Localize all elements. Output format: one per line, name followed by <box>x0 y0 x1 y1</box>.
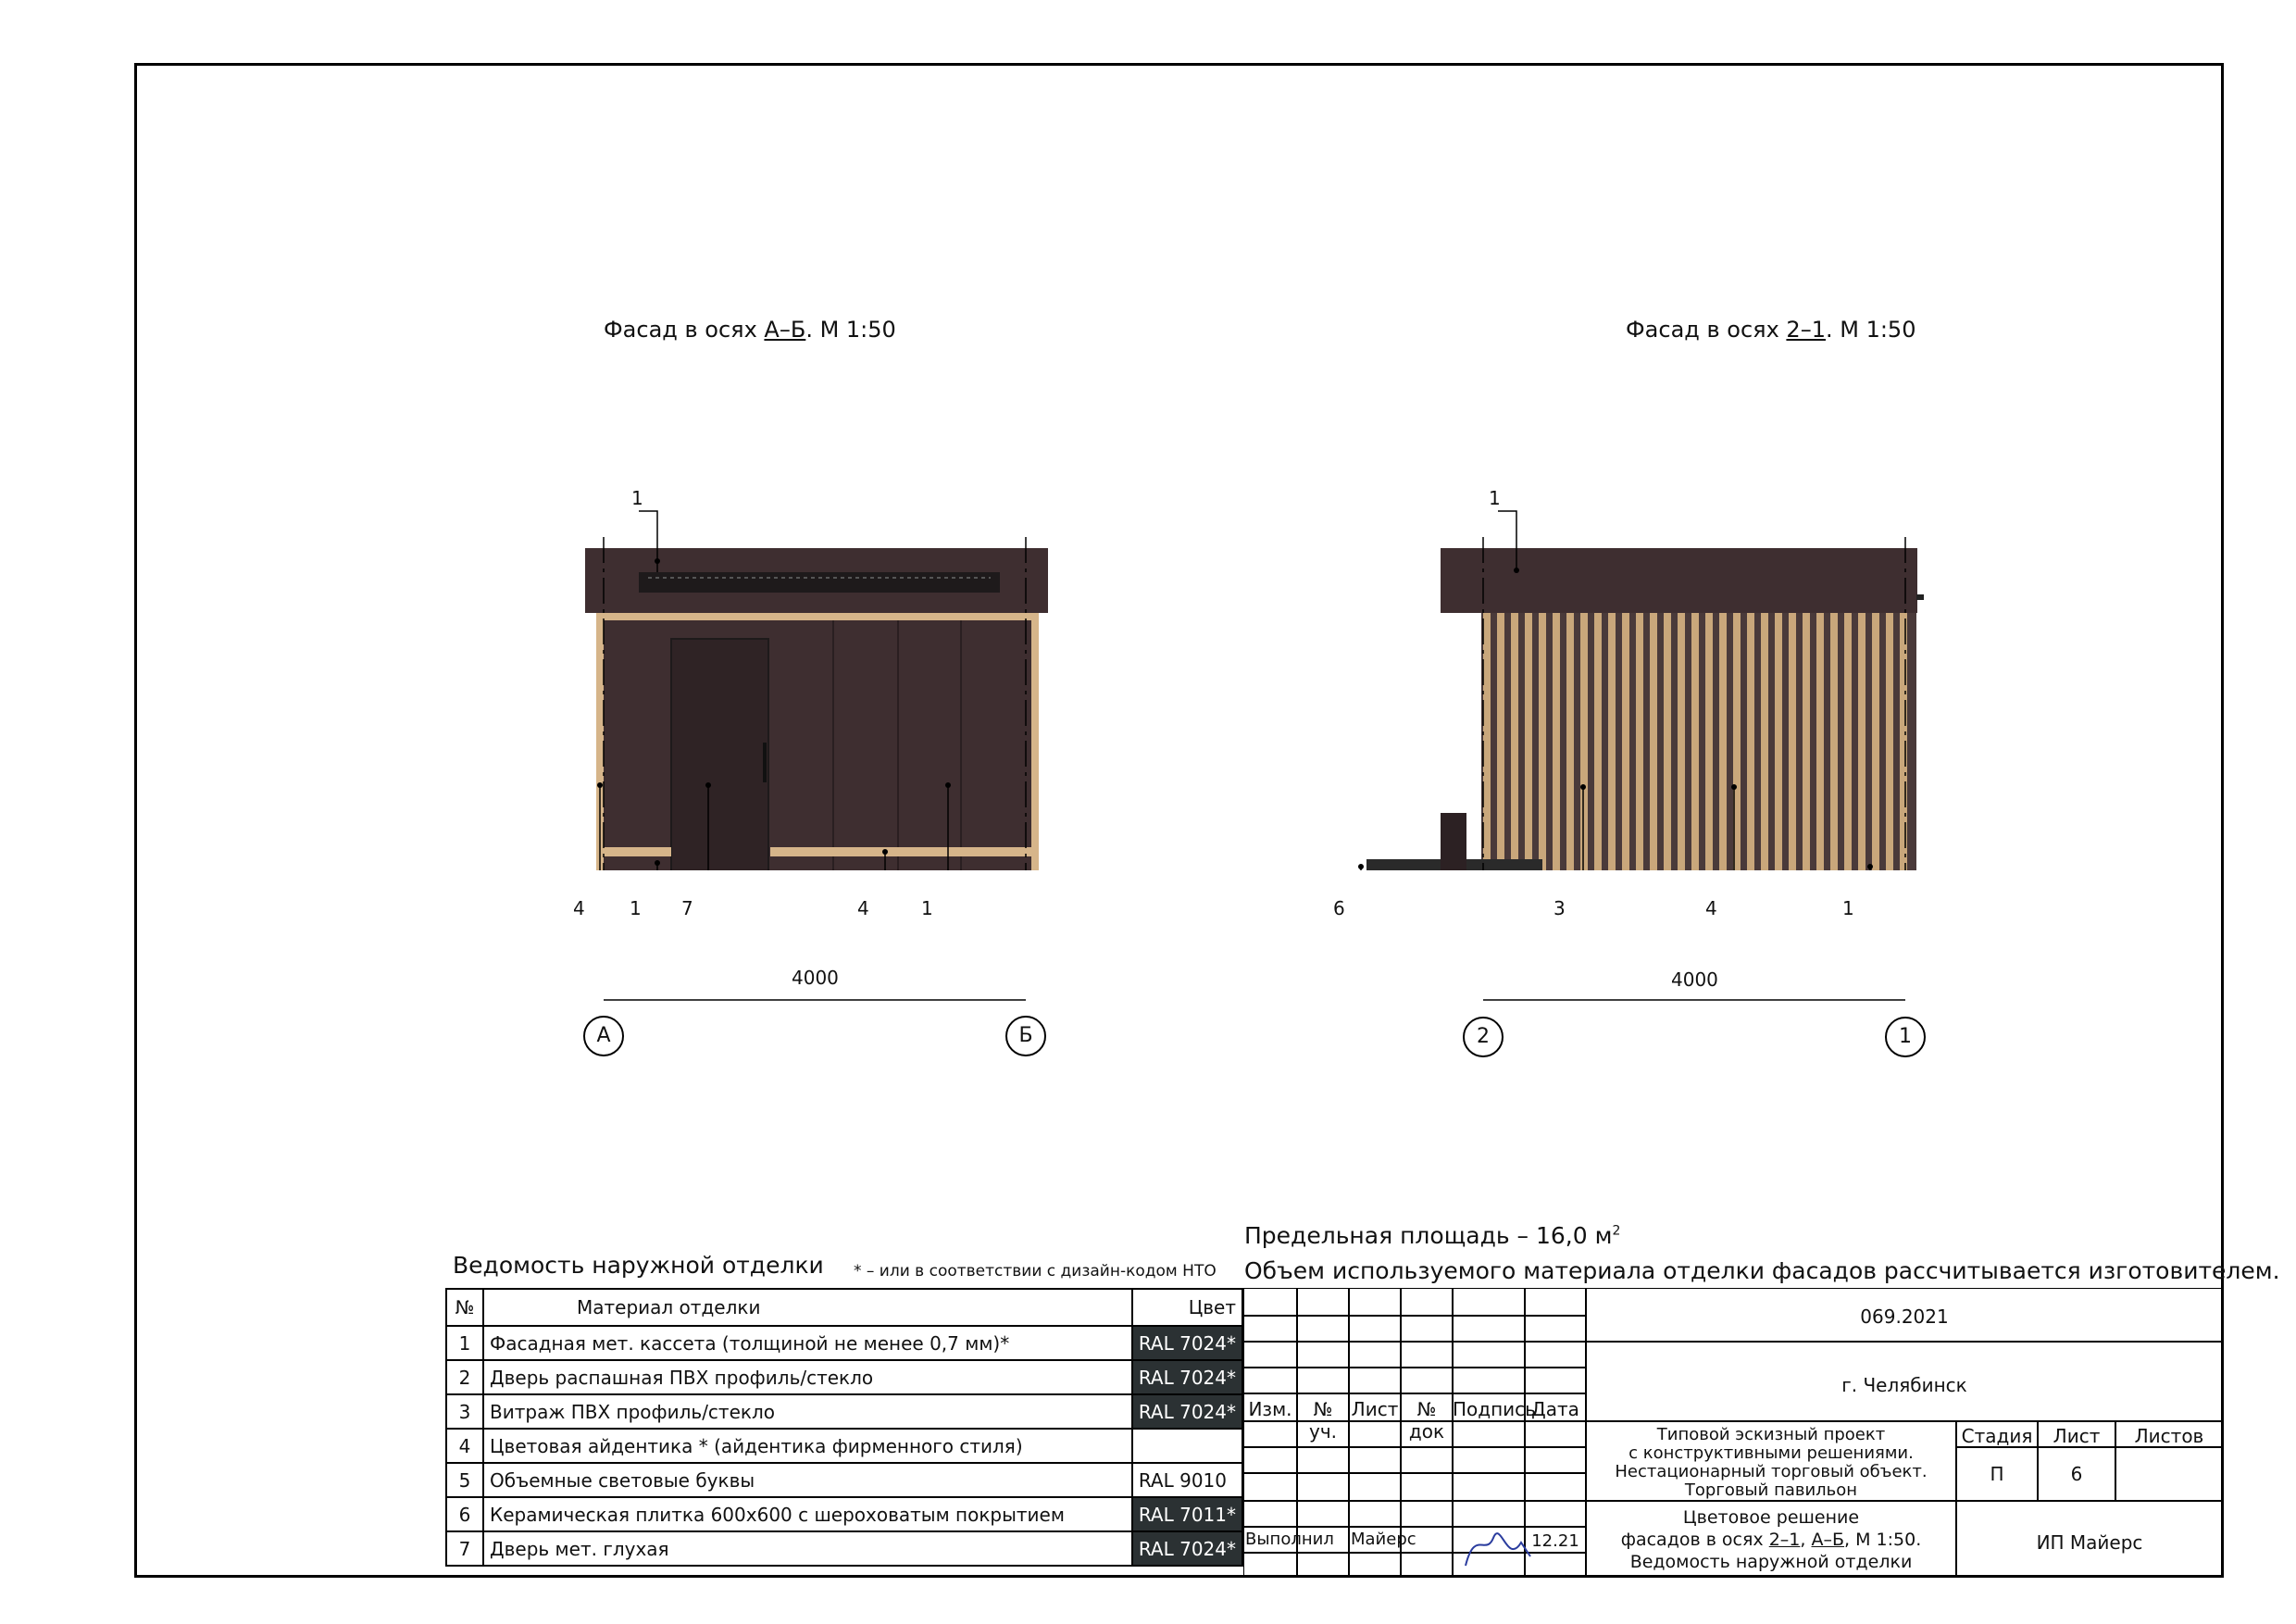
wood-slat <box>1775 613 1782 870</box>
wood-slat <box>1719 613 1727 870</box>
wood-slat <box>1691 613 1699 870</box>
facade-21-title <box>1626 317 1915 343</box>
cell-material: Дверь распашная ПВХ профиль/стекло <box>483 1360 1132 1394</box>
project-city: г. Челябинск <box>1841 1374 1967 1396</box>
project-code: 069.2021 <box>1860 1305 1949 1328</box>
finish-schedule-table <box>445 1288 1243 1567</box>
header-color: Цвет <box>1132 1289 1242 1326</box>
cell-material: Дверь мет. глухая <box>483 1531 1132 1566</box>
facade-ab-wall <box>604 620 1031 870</box>
project-description <box>1586 1426 1956 1500</box>
facade-ab-title <box>604 317 896 343</box>
table-row <box>446 1326 1242 1360</box>
sheet-header: Лист <box>2053 1425 2101 1447</box>
project-line-1: Типовой эскизный проект <box>1656 1425 1886 1444</box>
axis-marker-2: 2 <box>1463 1017 1504 1057</box>
table-row <box>446 1497 1242 1531</box>
area-limit-note <box>1244 1222 1620 1249</box>
material-volume-note: Объем используемого материала отделки фасадов рассчитывается изготовителем. <box>1244 1257 2280 1284</box>
facade-21-door-box <box>1441 813 1466 870</box>
facade-21-roof <box>1441 548 1917 613</box>
schedule-footnote: * – или в соответствии с дизайн-кодом НТО <box>854 1262 1217 1280</box>
facade-ab-drawing <box>518 481 1148 870</box>
axis-marker-b: Б <box>1005 1016 1046 1056</box>
area-unit-superscript: 2 <box>1612 1223 1621 1239</box>
area-limit-text: Предельная площадь – 16,0 м <box>1244 1222 1613 1249</box>
drawing-title <box>1586 1506 1956 1573</box>
facade-21-title-prefix: Фасад в осях <box>1626 317 1787 343</box>
drawing-title-line-2-prefix: фасадов в осях <box>1620 1530 1769 1550</box>
cell-material: Объемные световые буквы <box>483 1463 1132 1497</box>
drawing-title-axes-2: А–Б <box>1811 1530 1845 1550</box>
facade-ab-door <box>671 639 768 870</box>
table-row <box>446 1429 1242 1463</box>
wood-slat <box>1608 613 1616 870</box>
wood-slat <box>1594 613 1602 870</box>
table-row <box>446 1360 1242 1394</box>
wood-slat <box>1525 613 1532 870</box>
wood-slat <box>1650 613 1657 870</box>
cell-color: RAL 7011* <box>1132 1497 1242 1531</box>
cell-color <box>1132 1429 1242 1463</box>
table-header-row <box>446 1289 1242 1326</box>
facade-ab-callout-1: 1 <box>630 897 642 919</box>
facade-21-callout-1: 1 <box>1842 897 1854 919</box>
table-row <box>446 1394 1242 1429</box>
wood-slat <box>1664 613 1671 870</box>
cell-num: 6 <box>446 1497 483 1531</box>
table-row <box>446 1463 1242 1497</box>
signed-date: 12.21 <box>1531 1531 1579 1551</box>
wood-slat <box>1636 613 1643 870</box>
drawing-title-axes-1: 2–1 <box>1768 1530 1801 1550</box>
sheet-value: 6 <box>2070 1463 2083 1485</box>
sheets-header: Листов <box>2134 1425 2204 1447</box>
cell-material: Керамическая плитка 600х600 с шероховатым покрытием <box>483 1497 1132 1531</box>
wood-slat <box>1761 613 1768 870</box>
stage-header: Стадия <box>1961 1425 2033 1447</box>
facade-21-callout-top: 1 <box>1489 487 1501 509</box>
facade-21-drawing <box>1268 481 1972 870</box>
rev-header-nuch: № уч. <box>1308 1398 1337 1443</box>
facade-ab-dimension: 4000 <box>792 967 839 989</box>
cell-num: 4 <box>446 1429 483 1463</box>
cell-color: RAL 7024* <box>1132 1394 1242 1429</box>
author-signature <box>1466 1533 1530 1566</box>
cell-material: Витраж ПВХ профиль/стекло <box>483 1394 1132 1429</box>
wood-slat <box>1844 613 1852 870</box>
facade-ab-title-axes: А–Б <box>764 317 806 343</box>
header-material: Материал отделки <box>483 1289 1132 1326</box>
cell-num: 3 <box>446 1394 483 1429</box>
project-line-2: с конструктивными решениями. <box>1628 1443 1914 1463</box>
cell-color: RAL 7024* <box>1132 1360 1242 1394</box>
cell-num: 5 <box>446 1463 483 1497</box>
rev-header-izm: Изм. <box>1248 1398 1292 1420</box>
wood-slat <box>1900 613 1907 870</box>
drawing-title-line-3: Ведомость наружной отделки <box>1629 1552 1913 1572</box>
wood-slat <box>1830 613 1838 870</box>
wood-slat <box>1511 613 1518 870</box>
header-num: № <box>446 1289 483 1326</box>
wood-slat <box>1747 613 1754 870</box>
role-performed: Выполнил <box>1245 1530 1334 1549</box>
cell-color: RAL 7024* <box>1132 1531 1242 1566</box>
rev-header-date: Дата <box>1531 1398 1579 1420</box>
axis-marker-a: А <box>583 1016 624 1056</box>
cell-num: 1 <box>446 1326 483 1360</box>
cell-material: Цветовая айдентика * (айдентика фирменного стиля) <box>483 1429 1132 1463</box>
cell-material: Фасадная мет. кассета (толщиной не менее 0,7 мм)* <box>483 1326 1132 1360</box>
wood-slat <box>1803 613 1810 870</box>
facade-21-title-scale: . М 1:50 <box>1825 317 1916 343</box>
facade-ab-title-scale: . М 1:50 <box>805 317 896 343</box>
facade-ab-signage <box>639 572 1000 593</box>
wood-slat <box>1553 613 1560 870</box>
drawing-title-line-2 <box>1586 1529 1956 1551</box>
company-name: ИП Майерс <box>2036 1531 2143 1554</box>
stage-value: П <box>1990 1463 2004 1485</box>
wood-slat <box>1483 613 1491 870</box>
cell-color: RAL 9010 <box>1132 1463 1242 1497</box>
drawing-title-line-1: Цветовое решение <box>1682 1507 1860 1528</box>
facade-ab-title-prefix: Фасад в осях <box>604 317 765 343</box>
wood-slat <box>1789 613 1796 870</box>
facade-ab-callout-4: 4 <box>573 897 585 919</box>
wood-slat <box>1566 613 1574 870</box>
rev-header-list: Лист <box>1351 1398 1399 1420</box>
cell-num: 7 <box>446 1531 483 1566</box>
drawing-title-scale: , М 1:50. <box>1844 1530 1922 1550</box>
wood-slat <box>1858 613 1866 870</box>
wood-slat <box>1886 613 1893 870</box>
facade-21-dimension: 4000 <box>1671 968 1718 991</box>
facade-21-title-axes: 2–1 <box>1786 317 1826 343</box>
wood-slat <box>1622 613 1629 870</box>
author-name: Майерс <box>1351 1530 1416 1549</box>
cell-color: RAL 7024* <box>1132 1326 1242 1360</box>
rev-header-signature: Подпись <box>1453 1398 1536 1420</box>
wood-slat <box>1580 613 1588 870</box>
facade-21-callout-3: 3 <box>1554 897 1566 919</box>
facade-ab-callout-1b: 1 <box>921 897 933 919</box>
facade-21-callout-4: 4 <box>1705 897 1717 919</box>
wood-slat <box>1678 613 1685 870</box>
cell-num: 2 <box>446 1360 483 1394</box>
wood-slat <box>1497 613 1504 870</box>
axis-marker-1: 1 <box>1885 1017 1926 1057</box>
table-row <box>446 1531 1242 1566</box>
wood-slat <box>1872 613 1879 870</box>
wood-slat <box>1816 613 1824 870</box>
wood-slat <box>1705 613 1713 870</box>
project-line-4: Торговый павильон <box>1684 1480 1858 1500</box>
facade-ab-callout-4b: 4 <box>857 897 869 919</box>
facade-ab-callout-7: 7 <box>681 897 693 919</box>
facade-ab-callout-top: 1 <box>631 487 643 509</box>
facade-21-callout-6: 6 <box>1333 897 1345 919</box>
rev-header-ndoc: № док <box>1408 1398 1445 1443</box>
wood-slat <box>1539 613 1546 870</box>
schedule-title: Ведомость наружной отделки <box>453 1252 824 1279</box>
drawing-title-separator: , <box>1800 1530 1812 1550</box>
project-line-3: Нестационарный торговый объект. <box>1615 1462 1928 1481</box>
